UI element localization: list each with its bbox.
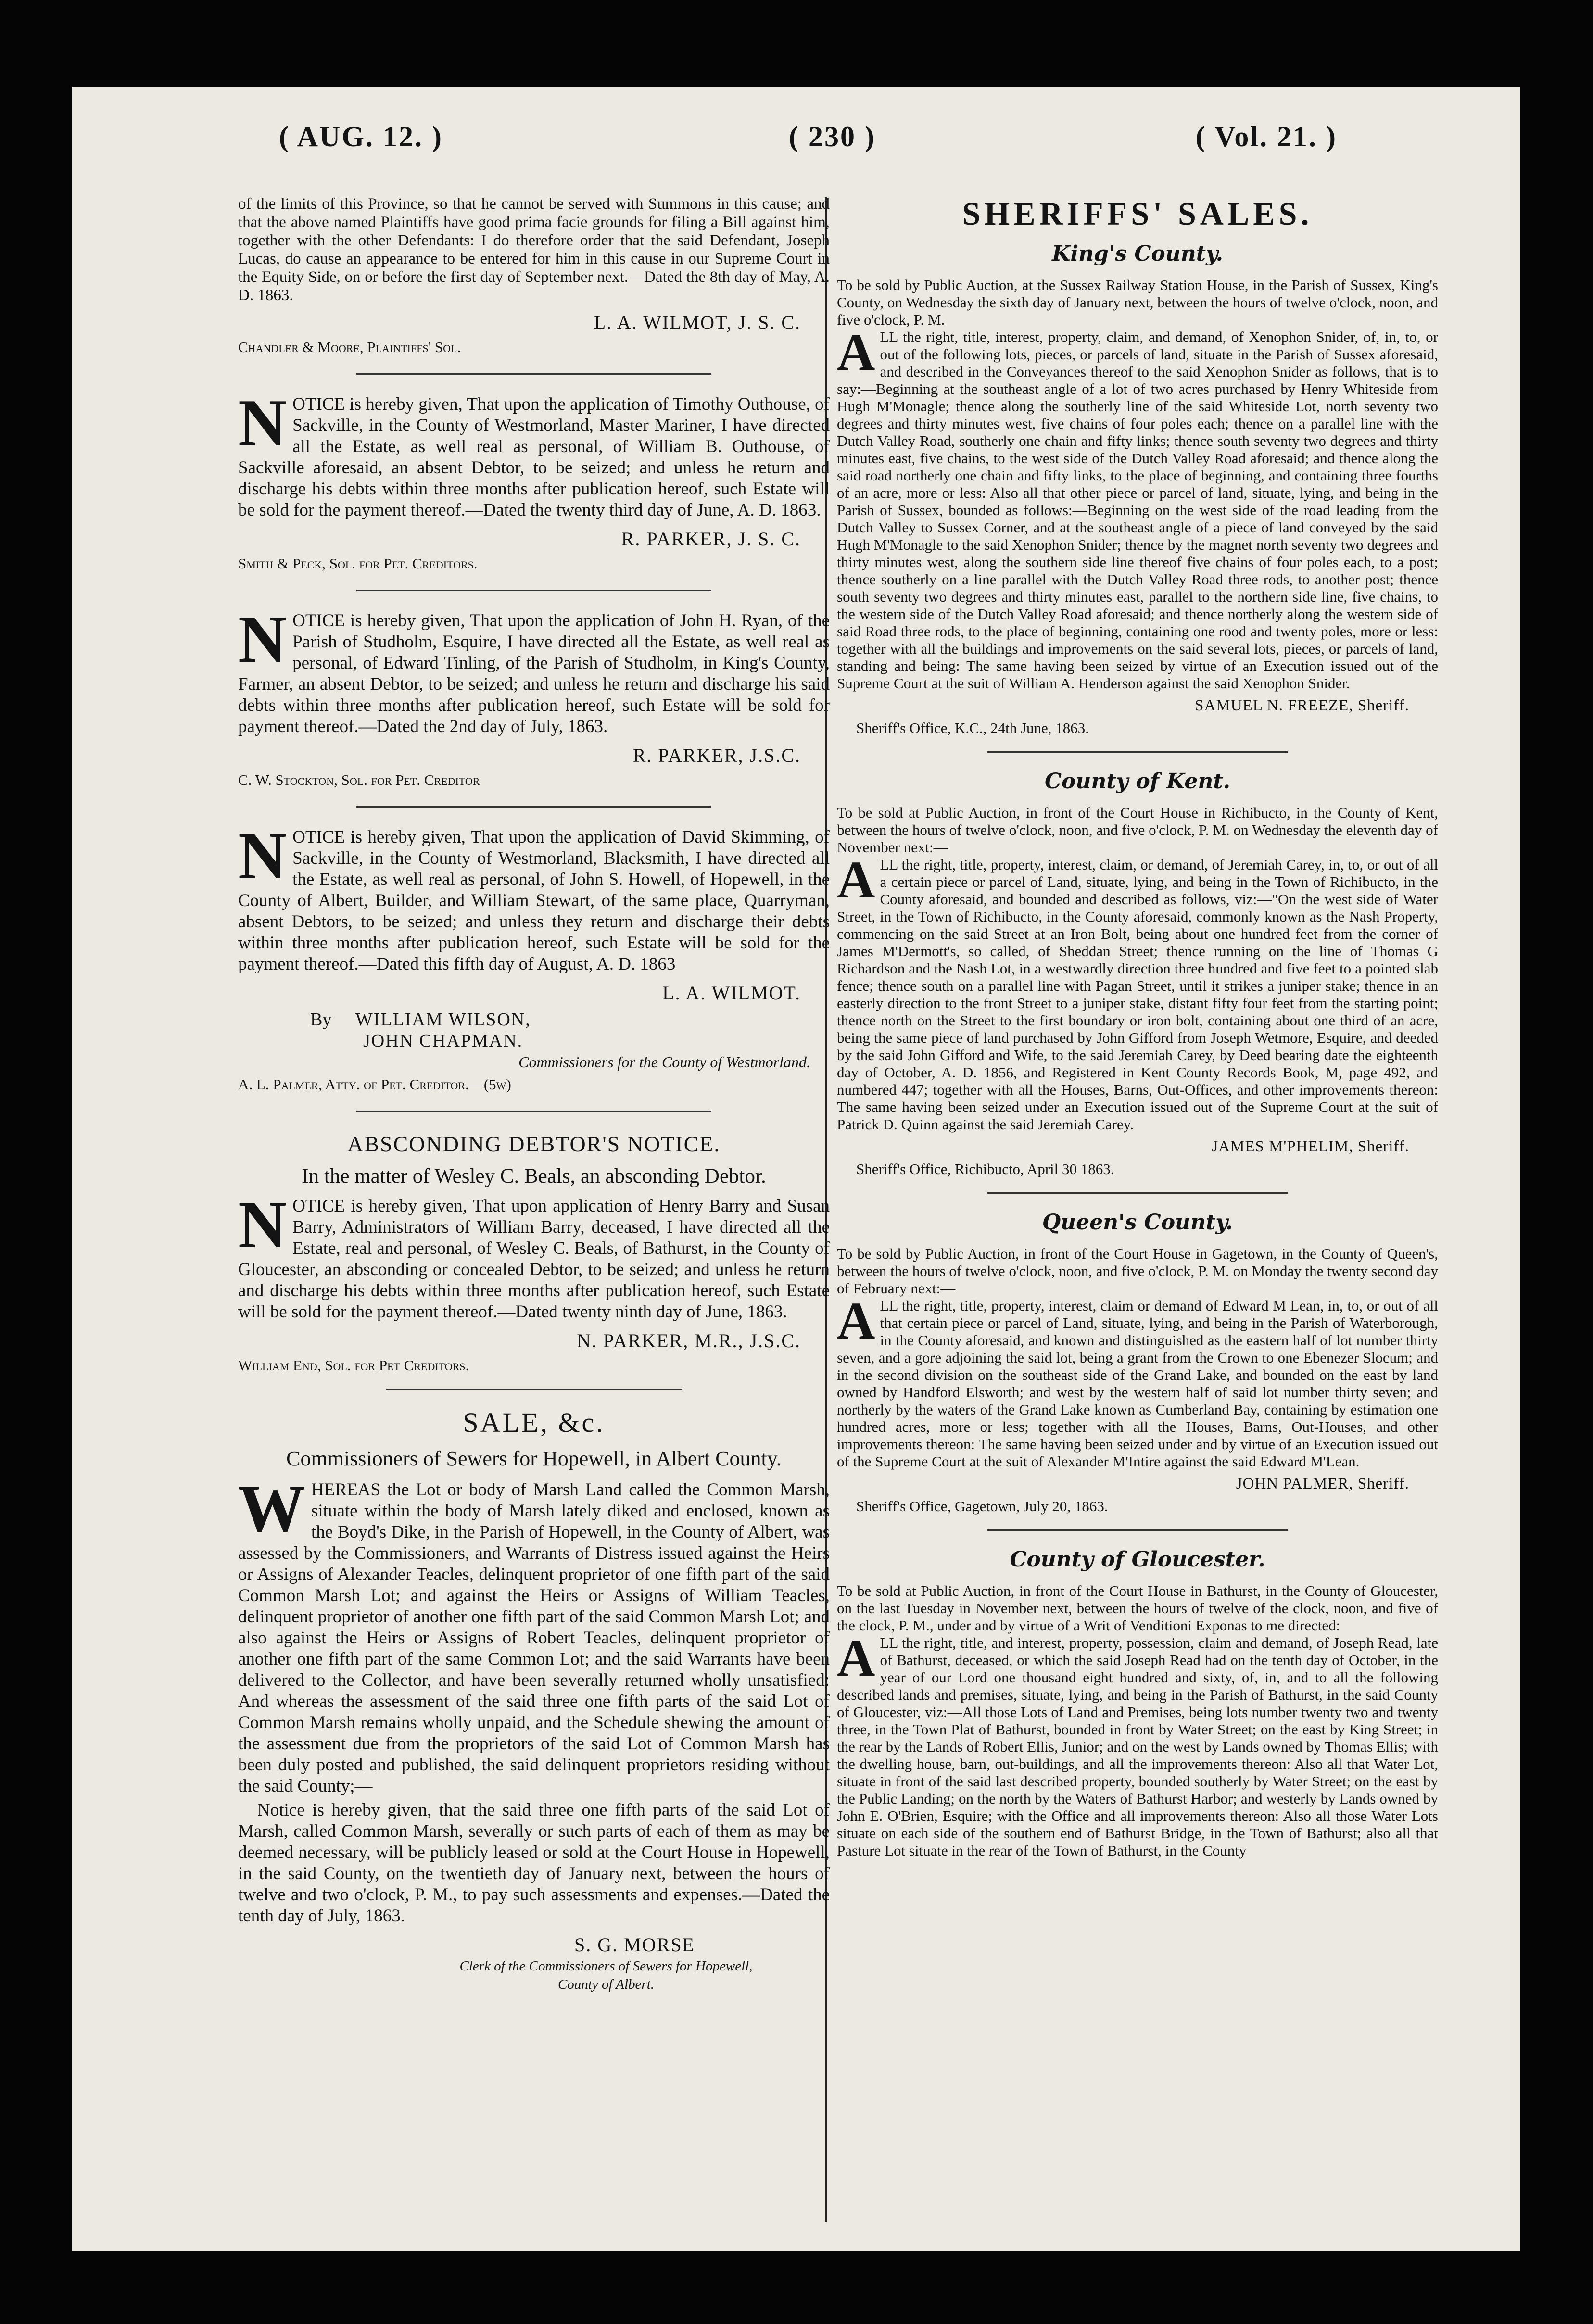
queens-county-body: LL the right, title, property, interest, claim or demand of Edward M Lean, in, to, or out of all that certain piece or parcel of Land, situate, lying, and being in the Parish of Waterborough, in the County aforesaid, and known and distinguished as the eastern half of lot number thirty seven, and a gore adjoining the said lot, being a grant from the Crown to one Ebenezer Slocum; and in the second division on the southeast side of the Grand Lake, and bounded on the east by land owned by Handford Elsworth; and west by the western half of said lot number thirty seven; and northerly by the waters of the Grand Lake known as Cumberland Bay, containing by estimation one hundred acres, more or less; together with all the Houses, Barns, Out-Houses, and other improvements thereon: The same having been seized under and by virtue of an Execution issued out of the Supreme Court at the suit of Alexander M'Intire against the said Edward M'Lean. — [837, 1297, 1438, 1470]
notice-body: OTICE is hereby given, That upon the application of Timothy Outhouse, of Sackville, in the County of Westmorland, Master Mariner, I have directed all the Estate, as well real as personal, of William B. Outhouse, of Sackville aforesaid, an absent Debtor, to be seized; and unless he return and discharge his debts within three months after publication hereof, such Estate will be sold for the payment thereof.—Dated the twenty third day of June, A. D. 1863. — [238, 394, 830, 520]
notice-continued-text: of the limits of this Province, so that he cannot be served with Summons in this cause; and that the above named Plaintiffs have good prima facie grounds for filing a Bill against him, together with the other Defendants: I do therefore order that the said Defendant, Joseph Lucas, do cause an appearance to be entered for him in this cause in our Supreme Court in the Equity Side, on or before the first day of September next.—Dated the 8th day of May, A. D. 1863. — [238, 195, 830, 304]
divider-rule — [987, 1529, 1288, 1531]
kent-county-body: LL the right, title, property, interest, claim, or demand, of Jeremiah Carey, in, to, or out of all a certain piece or parcel of Land, situate, lying, and being in the Town of Richibucto, in the County aforesaid, and bounded and described as follows, viz:—"On the west side of Water Street, in the Town of Richibucto, in the County aforesaid, commonly known as the Nash Property, commencing on the said Street at an Iron Bolt, being about one hundred feet from the corner of James M'Dermott's, so called, of Sheddan Street; thence running on the line of Thomas G Richardson and the Nash Lot, in a westwardly direction three hundred and five feet to a pointed slab fence; thence south on a parallel line with Pagan Street, until it strikes a juniper stake; thence in an easterly direction to the front Street to a juniper stake, distant fifty four feet from the starting point; thence north on the Street to the first boundary or iron bolt, containing about one third of an acre, being the same piece of land purchased by John Gifford from Joseph Wetmore, Esquire, and deeded by the said John Gifford and Wife, to the said Jeremiah Carey, by Deed bearing date the eighteenth day of October, A. D. 1856, and Registered in Kent County Records Book, M, page 492, and numbered 447; together with all the Houses, Barns, Out-Offices, and other improvements thereon: The same having been seized under an Execution issued out of the Supreme Court at the suit of Patrick D. Quinn against the said Jeremiah Carey. — [837, 856, 1438, 1133]
sale-clerk-line-2: County of Albert. — [557, 1977, 655, 1992]
sale-clerk-line-1: Clerk of the Commissioners of Sewers for Hopewell, — [459, 1958, 753, 1974]
kent-county-sheriff: JAMES M'PHELIM, Sheriff. — [1212, 1138, 1409, 1155]
by-label: By — [310, 1010, 332, 1030]
absconding-signature: N. PARKER, M.R., J.S.C. — [577, 1330, 801, 1351]
notice-howell-text — [238, 819, 830, 975]
right-column — [837, 195, 1438, 2229]
divider-rule — [356, 1111, 711, 1112]
absconding-text — [238, 1187, 830, 1323]
notice-outhouse — [238, 386, 830, 572]
gloucester-county-sale — [837, 1547, 1438, 1859]
kings-county-intro: To be sold by Public Auction, at the Sussex Railway Station House, in the Parish of Sussex, King's County, on Wednesday the sixth day of January next, between the hours of twelve o'clock, noon, and five o'clock, P. M. — [837, 277, 1438, 328]
kings-county-sheriff: SAMUEL N. FREEZE, Sheriff. — [1195, 697, 1409, 714]
sale-body-1: HEREAS the Lot or body of Marsh Land called the Common Marsh, situate within the body of Marsh lately diked and enclosed, known as the Boyd's Dike, in the Parish of Hopewell, in the County of Albert, was assessed by the Commissioners, and Warrants of Distress issued against the Heirs or Assigns of Alexander Teacles, delinquent proprietor of one fifth part of the said Common Marsh Lot; and against the Heirs or Assigns of William Teacles, delinquent proprietor of another one fifth part of the said Common Marsh Lot; and also against the Heirs or Assigns of Robert Teacles, delinquent proprietor of another one fifth part of the same Common Lot; and the said Warrants have been delivered to the Collector, and have been severally returned wholly unsatisfied: And whereas the assessment of the said three one fifth parts of the said Lot of Common Marsh remains wholly unpaid, and the Schedule shewing the amount of the assessment due from the proprietors of the said Lot of Common Marsh has been duly posted and published, the said delinquent proprietors residing without the said County;— — [238, 1480, 830, 1796]
commissioners-block — [238, 1009, 830, 1051]
dropcap: N — [238, 386, 287, 460]
dropcap: W — [238, 1471, 305, 1546]
queens-county-intro: To be sold by Public Auction, in front of the Court House in Gagetown, in the County of Queen's, between the hours of twelve o'clock, noon, and five o'clock, P. M. on Monday the twenty second day of February next:— — [837, 1245, 1438, 1297]
divider-rule — [386, 1389, 682, 1390]
notice-body: OTICE is hereby given, That upon application of Henry Barry and Susan Barry, Administrators of William Barry, deceased, I have directed all the Estate, real and personal, of Wesley C. Beals, of Bathurst, in the County of Gloucester, an absconding or concealed Debtor, to be seized; and unless he return and discharge his debts within three months after publication hereof, such Estate will be sold for the payment thereof.—Dated twenty ninth day of June, 1863. — [238, 1196, 830, 1322]
divider-rule — [356, 373, 711, 375]
header-volume: ( Vol. 21. ) — [1195, 121, 1337, 152]
dropcap: A — [837, 1629, 875, 1687]
notice-howell-signature: L. A. WILMOT. — [662, 982, 801, 1004]
kings-county-heading: King's County. — [1052, 241, 1223, 266]
newspaper-page — [72, 87, 1520, 2251]
kings-county-office: Sheriff's Office, K.C., 24th June, 1863. — [856, 720, 1089, 736]
queens-county-office: Sheriff's Office, Gagetown, July 20, 1863. — [856, 1498, 1108, 1515]
gloucester-county-body: LL the right, title, and interest, property, possession, claim and demand, of Joseph Read, late of Bathurst, deceased, or which the said Joseph Read had on the tenth day of October, in the year of our Lord one thousand eight hundred and sixty, of, in, and to all the following described lands and premises, situate, lying, and being in the Parish of Bathurst, in the said County of Gloucester, viz:—All those Lots of Land and Premises, being lots number twenty two and twenty three, in the Town Plat of Bathurst, bounded in front by Water Street; on the east by King Street; in the rear by the Lands of Robert Ellis, Junior; and on the west by Lands owned by Thomas Ellis; with the dwelling house, barn, out-buildings, and all the improvements thereon: Also all that Water Lot, situate in front of the said last described property, bounded southerly by Water Street; on the east by the Public Landing; on the north by the Waters of Bathurst Harbor; and westerly by Lands owned by John E. O'Brien, Esquire; with the Office and all improvements thereon: Also all those Water Lots situate on each side of the southern end of Bathurst Bridge, in the Town of Bathurst; also all that Pasture Lot situate in the rear of the Town of Bathurst, in the County — [837, 1634, 1438, 1859]
queens-county-text — [837, 1291, 1438, 1470]
gloucester-county-intro: To be sold at Public Auction, in front of the Court House in Bathurst, in the County of Gloucester, on the last Tuesday in November next, between the hours of twelve of the clock, noon, and five of the clock, P. M., under and by virtue of a Writ of Venditioni Exponas to me directed: — [837, 1582, 1438, 1634]
kent-county-sale — [837, 769, 1438, 1178]
notice-outhouse-solicitor: Smith & Peck, Sol. for Pet. Creditors. — [238, 555, 478, 572]
kent-county-intro: To be sold at Public Auction, in front of the Court House in Richibucto, in the County of Kent, between the hours of twelve o'clock, noon, and five o'clock, P. M. on Wednesday the eleventh day of November next:— — [837, 804, 1438, 856]
notice-tinling — [238, 602, 830, 789]
sale-notice — [238, 1406, 830, 1993]
dropcap: N — [238, 819, 287, 893]
commissioner-2: JOHN CHAPMAN. — [363, 1031, 523, 1051]
gloucester-county-heading: County of Gloucester. — [1010, 1547, 1265, 1572]
divider-rule — [987, 1192, 1288, 1194]
dropcap: N — [238, 1187, 287, 1262]
notice-tinling-signature: R. PARKER, J.S.C. — [632, 745, 801, 766]
sale-signature: S. G. MORSE — [574, 1934, 695, 1956]
notice-tinling-solicitor: C. W. Stockton, Sol. for Pet. Creditor — [238, 771, 480, 788]
absconding-matter: In the matter of Wesley C. Beals, an absconding Debtor. — [302, 1165, 766, 1187]
kings-county-body: LL the right, title, interest, property, claim, and demand, of Xenophon Snider, of, in, to, or out of the following lots, pieces, or parcels of land, situate in the Parish of Sussex aforesaid, and described in the Conveyances thereof to the said Xenophon Snider as follows, that is to say:—Beginning at the southeast angle of a lot of two acres purchased by Henry Whiteside from Hugh M'Monagle; thence along the southerly line of the said Whiteside Lot, north seventy two degrees and thirty minutes west, five chains of four poles each; thence on a parallel line with the Dutch Valley Road, southerly one chain and fifty links; thence south seventy two degrees and thirty minutes east, five chains, to the west side of the Dutch Valley Road aforesaid; and thence along the said road northerly one chain and fifty links, to the place of beginning, and containing three fourths of an acre, more or less: Also all that other piece or parcel of land, situate, lying, and being in the Parish of Sussex, bounded as follows:—Beginning on the west side of the road leading from the Dutch Valley to Sussex Corner, and at the southeast angle of a piece of land conveyed by the said Hugh M'Monagle to the said Xenophon Snider; thence by the magnet north seventy two degrees and thirty minutes west, along the southern side line thereof five chains of four poles each, to a post; thence southerly on a line parallel with the Dutch Valley Road three rods, to another post; thence south seventy two degrees and thirty minutes east, parallel to the northern side line, five chains, to the western side of the Dutch Valley Road aforesaid; and thence northerly along the western side of said Road three rods, to the place of beginning, containing one rood and twenty poles, more or less: together with all the buildings and improvements on the said several lots, pieces, or parcels of land, standing and being: The same having been seized by virtue of an Execution issued out of the Supreme Court at the suit of William A. Henderson against the said Xenophon Snider. — [837, 328, 1438, 692]
kings-county-sale — [837, 241, 1438, 737]
notice-continued-solicitor: Chandler & Moore, Plaintiffs' Sol. — [238, 339, 461, 355]
dropcap: N — [238, 602, 287, 677]
absconding-solicitor: William End, Sol. for Pet Creditors. — [238, 1357, 469, 1374]
absconding-notice — [238, 1131, 830, 1374]
divider-rule — [356, 590, 711, 591]
page-header — [72, 120, 1520, 178]
commissioners-note: Commissioners for the County of Westmorland. — [518, 1053, 810, 1071]
sale-title: SALE, &c. — [463, 1407, 605, 1438]
notice-tinling-text — [238, 602, 830, 737]
kent-county-heading: County of Kent. — [1044, 769, 1231, 794]
sale-text-1 — [238, 1471, 830, 1797]
dropcap: A — [837, 850, 875, 909]
notice-howell — [238, 819, 830, 1093]
queens-county-sheriff: JOHN PALMER, Sheriff. — [1236, 1475, 1409, 1492]
commissioner-1: WILLIAM WILSON, — [355, 1010, 531, 1030]
gloucester-county-text — [837, 1629, 1438, 1859]
sale-subtitle: Commissioners of Sewers for Hopewell, in Albert County. — [286, 1447, 782, 1470]
divider-rule — [356, 806, 711, 808]
notice-continued-signature: L. A. WILMOT, J. S. C. — [594, 312, 801, 333]
kent-county-office: Sheriff's Office, Richibucto, April 30 1863. — [856, 1161, 1114, 1177]
notice-continued — [238, 195, 830, 356]
notice-outhouse-text — [238, 386, 830, 521]
divider-rule — [987, 751, 1288, 753]
absconding-title: ABSCONDING DEBTOR'S NOTICE. — [347, 1132, 721, 1156]
dropcap: A — [837, 1291, 875, 1350]
notice-body: OTICE is hereby given, That upon the application of David Skimming, of Sackville, in the County of Westmorland, Blacksmith, I have directed all the Estate, as well real as personal, of John S. Howell, of Hopewell, in the County of Albert, Builder, and William Stewart, of the same place, Quarryman, absent Debtors, to be seized; and unless they return and discharge their debts within three months after publication hereof, such Estate will be sold for the payment thereof.—Dated this fifth day of August, A. D. 1863 — [238, 827, 830, 974]
left-column — [238, 195, 830, 2229]
kent-county-text — [837, 850, 1438, 1133]
sheriffs-sales-title: SHERIFFS' SALES. — [962, 195, 1313, 232]
queens-county-sale — [837, 1210, 1438, 1515]
dropcap: A — [837, 323, 875, 381]
notice-outhouse-signature: R. PARKER, J. S. C. — [621, 528, 801, 550]
sale-text-2: Notice is hereby given, that the said three one fifth parts of the said Lot of Marsh, called Common Marsh, severally or such parts of each of them as may be deemed necessary, will be publicly leased or sold at the Court House in Hopewell, in the said County, on the twentieth day of January next, between the hours of twelve and two o'clock, P. M., to pay such assessments and expenses.—Dated the tenth day of July, 1863. — [238, 1800, 830, 1926]
notice-body: OTICE is hereby given, That upon the application of John H. Ryan, of the Parish of Studholm, Esquire, I have directed all the Estate, as well real as personal, of Edward Tinling, of the Parish of Studholm, in King's County, Farmer, an absent Debtor, to be seized; and unless he return and discharge his said debts within three months after publication hereof, such Estate will be sold for payment thereof.—Dated the 2nd day of July, 1863. — [238, 611, 830, 736]
header-date: ( AUG. 12. ) — [279, 121, 443, 152]
kings-county-text — [837, 323, 1438, 692]
header-page-number: ( 230 ) — [789, 121, 876, 152]
notice-howell-solicitor: A. L. Palmer, Atty. of Pet. Creditor.—(5w) — [238, 1076, 511, 1093]
queens-county-heading: Queen's County. — [1042, 1210, 1233, 1235]
